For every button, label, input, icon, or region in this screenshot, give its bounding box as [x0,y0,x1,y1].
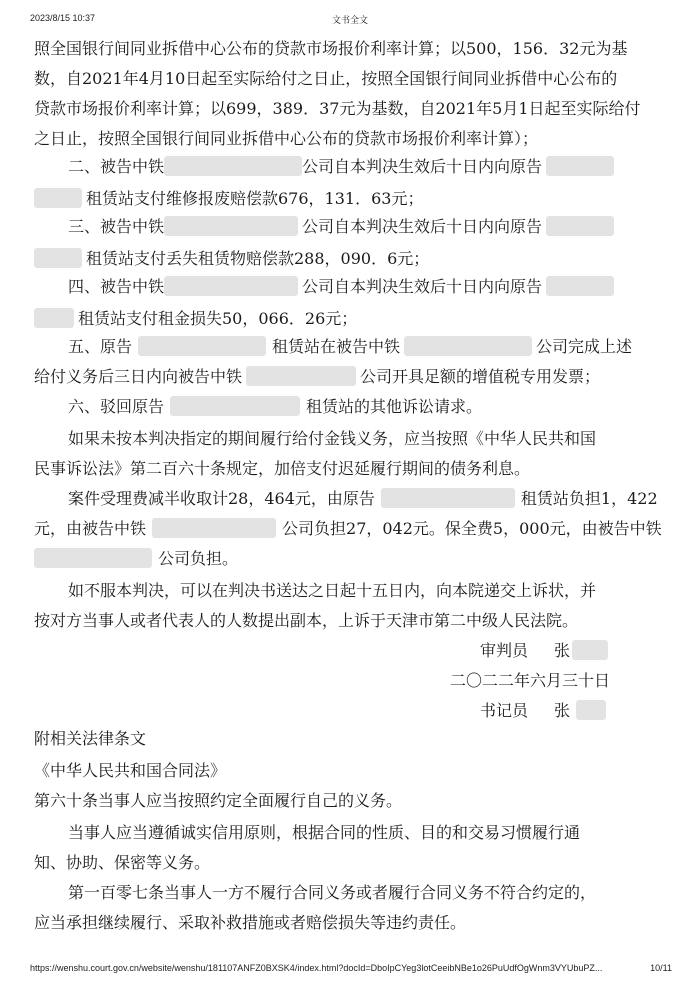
text-segment: 元，由被告中铁 [34,519,147,538]
redaction-block [164,276,298,296]
text-line [34,308,357,330]
text-line [34,548,238,570]
text-line [34,366,600,388]
text-line [34,248,429,270]
text-line: 照全国银行间同业拆借中心公布的贷款市场报价利率计算；以500，156．32元为基 [34,39,628,58]
text-line [34,518,662,540]
clerk-title: 书记员 [480,701,529,720]
text-segment: 租赁站负担1，422 [520,489,658,508]
clerk-name: 张 [554,701,571,720]
text-line [68,488,658,510]
text-segment: 租赁站在被告中铁 [272,337,401,356]
text-segment: 案件受理费减半收取计28，464元，由原告 [68,489,375,508]
text-segment: 二、被告中铁 [68,157,165,176]
text-line: 知、协助、保密等义务。 [34,853,211,872]
redaction-block [546,216,614,236]
text-segment: 六、驳回原告 [68,397,165,416]
text-line: 如果未按本判决指定的期间履行给付金钱义务，应当按照《中华人民共和国 [68,429,597,448]
text-line: 如不服本判决，可以在判决书送达之日起十五日内，向本院递交上诉状，并 [68,581,597,600]
redaction-block [164,216,298,236]
signature-judge [480,640,608,662]
print-datetime: 2023/8/15 10:37 [30,13,96,23]
print-footer [0,963,700,977]
text-line: 民事诉讼法》第二百六十条规定，加倍支付迟延履行期间的债务利息。 [34,459,531,478]
text-line [34,188,423,210]
redaction-block [546,276,614,296]
text-segment: 四、被告中铁 [68,277,165,296]
redaction-block [138,336,266,356]
redaction-block [576,700,606,720]
text-line: 按对方当事人或者代表人的人数提出副本，上诉于天津市第二中级人民法院。 [34,611,579,630]
redaction-block [34,248,82,268]
redaction-block [152,518,276,538]
law-title: 《中华人民共和国合同法》 [34,761,227,780]
redaction-block [404,336,532,356]
judgment-date: 二〇二二年六月三十日 [450,671,611,690]
text-line: 应当承担继续履行、采取补救措施或者赔偿损失等违约责任。 [34,913,467,932]
text-line: 当事人应当遵循诚实信用原则，根据合同的性质、目的和交易习惯履行通 [68,823,581,842]
text-line: 第六十条当事人应当按照约定全面履行自己的义务。 [34,791,403,810]
appendix-heading: 附相关法律条文 [34,729,147,748]
redaction-block [34,188,82,208]
redaction-block [170,396,300,416]
text-segment: 公司自本判决生效后十日内向原告 [302,157,543,176]
text-segment: 五、原告 [68,337,133,356]
redaction-block [246,366,356,386]
text-segment: 公司负担27，042元。保全费5，000元，由被告中铁 [282,519,662,538]
print-header [0,13,700,27]
text-line: 第一百零七条当事人一方不履行合同义务或者履行合同义务不符合约定的， [68,883,597,902]
text-segment: 公司完成上述 [536,337,633,356]
text-segment: 给付义务后三日内向被告中铁 [34,367,243,386]
text-line [68,156,614,178]
redaction-block [34,548,152,568]
text-segment: 三、被告中铁 [68,217,165,236]
text-segment: 公司开具足额的增值税专用发票； [360,367,601,386]
text-line [68,276,614,298]
judge-name: 张 [554,641,571,660]
redaction-block [164,156,302,176]
text-segment: 租赁站支付维修报废赔偿款676，131．63元； [86,189,424,208]
redaction-block [381,488,515,508]
text-line [68,216,614,238]
text-segment: 公司自本判决生效后十日内向原告 [302,217,543,236]
text-line: 之日止，按照全国银行间同业拆借中心公布的贷款市场报价利率计算）； [34,129,539,148]
page-number: 10/11 [650,963,672,973]
text-segment: 租赁站支付租金损失50，066．26元； [78,309,358,328]
text-segment: 公司负担。 [158,549,239,568]
page-url: https://wenshu.court.gov.cn/website/wenshu/181107ANFZ0BXSK4/index.html?docId=DboIpCYeg3lotCeeibNBe1o26PuUdfOgWnm3VYUbuPZ... [30,963,603,973]
judge-title: 审判员 [480,641,529,660]
text-segment: 公司自本判决生效后十日内向原告 [302,277,543,296]
text-line [68,396,482,418]
redaction-block [34,308,74,328]
text-segment: 租赁站支付丢失租赁物赔偿款288，090．6元； [86,249,430,268]
text-line: 贷款市场报价利率计算；以699，389．37元为基数，自2021年5月1日起至实际给付 [34,99,641,118]
text-segment: 租赁站的其他诉讼请求。 [306,397,483,416]
print-title: 文书全文 [331,15,368,25]
text-line [68,336,632,358]
redaction-block [572,640,608,660]
redaction-block [546,156,614,176]
text-line: 数，自2021年4月10日起至实际给付之日止，按照全国银行间同业拆借中心公布的 [34,69,618,88]
signature-clerk [480,700,606,722]
